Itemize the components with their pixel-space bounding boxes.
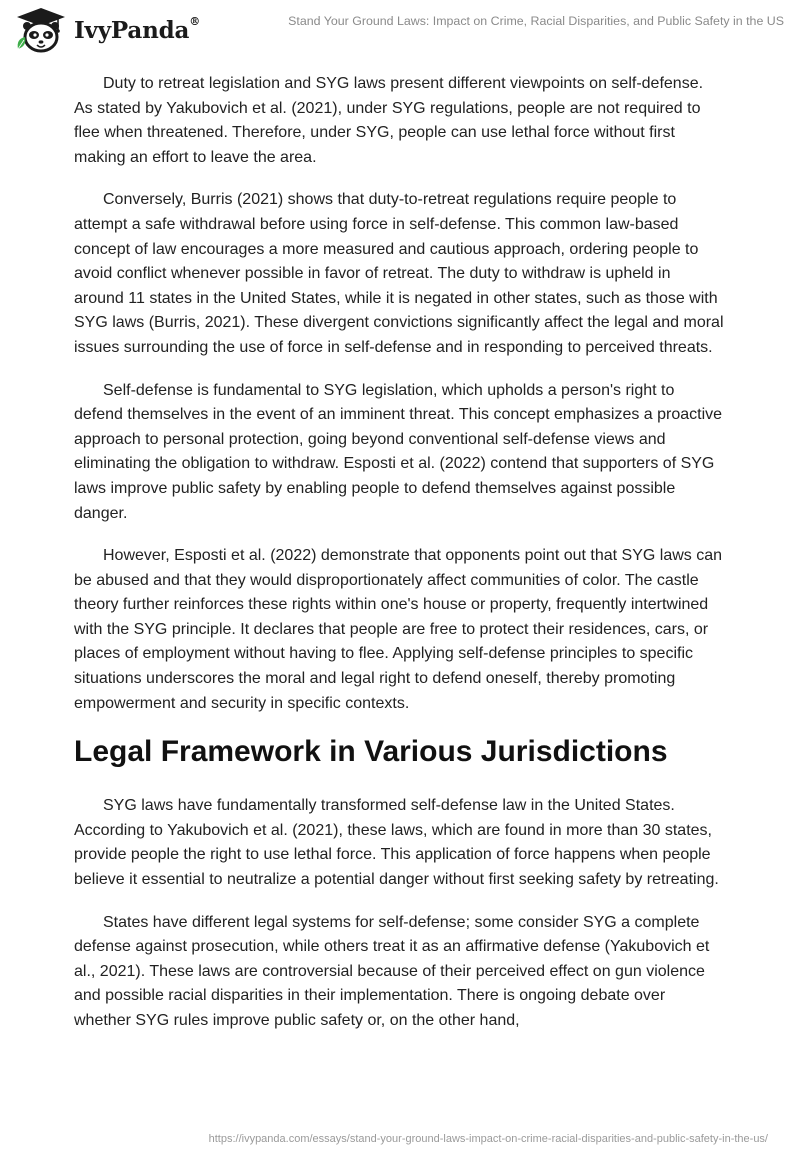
logo-text	[74, 14, 200, 44]
logo-wordmark: IvyPanda	[74, 16, 190, 44]
document-title: Stand Your Ground Laws: Impact on Crime, Racial Disparities, and Public Safety in the US	[288, 14, 784, 28]
page-header	[0, 0, 800, 60]
paragraph-3: Self-defense is fundamental to SYG legislation, which upholds a person's right to defend themselves in the event of an imminent threat. This concept emphasizes a proactive approach to personal protection, going beyond conventional self-defense views and eliminating the obligation to withdraw. Esposti et al. (2022) contend that supporters of SYG laws improve public safety by enabling people to defend themselves against possible danger.	[74, 381, 723, 522]
ivypanda-logo[interactable]	[12, 5, 200, 55]
paragraph-4: However, Esposti et al. (2022) demonstrate that opponents point out that SYG laws can be abused and that they would disproportionately affect communities of color. The castle theory further reinforces these rights within one's house or property, frequently intertwined with the SYG principle. It declares that people are free to protect their residences, cars, or places of employment without having to flee. Applying self-defense principles to specific situations underscores the moral and legal right to defend oneself, thereby promoting empowerment and security in specific contexts.	[74, 547, 723, 712]
paragraph-5: SYG laws have fundamentally transformed self-defense law in the United States. According to Yakubovich et al. (2021), these laws, which are found in more than 30 states, provide people the right to use lethal force. This application of force happens when people believe it essential to neutralize a potential danger without first seeking safety by retreating.	[74, 797, 719, 889]
source-url-link[interactable]: https://ivypanda.com/essays/stand-your-ground-laws-impact-on-crime-racial-disparities-and-public-safety-in-the-us/	[208, 1133, 768, 1145]
paragraph-6: States have different legal systems for self-defense; some consider SYG a complete defense against prosecution, while others treat it as an affirmative defense (Yakubovich et al., 2021). These laws are controversial because of their perceived effect on gun violence and possible racial disparities in their implementation. There is ongoing debate over whether SYG rules improve public safety or, on the other hand,	[74, 913, 710, 1029]
paragraph-1: Duty to retreat legislation and SYG laws present different viewpoints on self-defense. As stated by Yakubovich et al. (2021), under SYG regulations, people are not required to flee when threatened. Therefore, under SYG, people can use lethal force without first making an effort to leave the area.	[74, 75, 704, 166]
panda-graduate-icon	[12, 5, 70, 55]
section-heading: Legal Framework in Various Jurisdictions	[74, 735, 668, 769]
registered-mark: ®	[189, 14, 200, 28]
paragraph-2: Conversely, Burris (2021) shows that duty-to-retreat regulations require people to attempt a safe withdrawal before using force in self-defense. This common law-based concept of law encourages a more measured and cautious approach, ordering people to avoid conflict whenever possible in favor of retreat. The duty to withdraw is upheld in around 11 states in the United States, while it is negated in other states, such as those with SYG laws (Burris, 2021). These divergent convictions significantly affect the legal and moral issues surrounding the use of force in self-defense and in responding to perceived threats.	[74, 191, 724, 356]
essay-content	[74, 72, 724, 1052]
